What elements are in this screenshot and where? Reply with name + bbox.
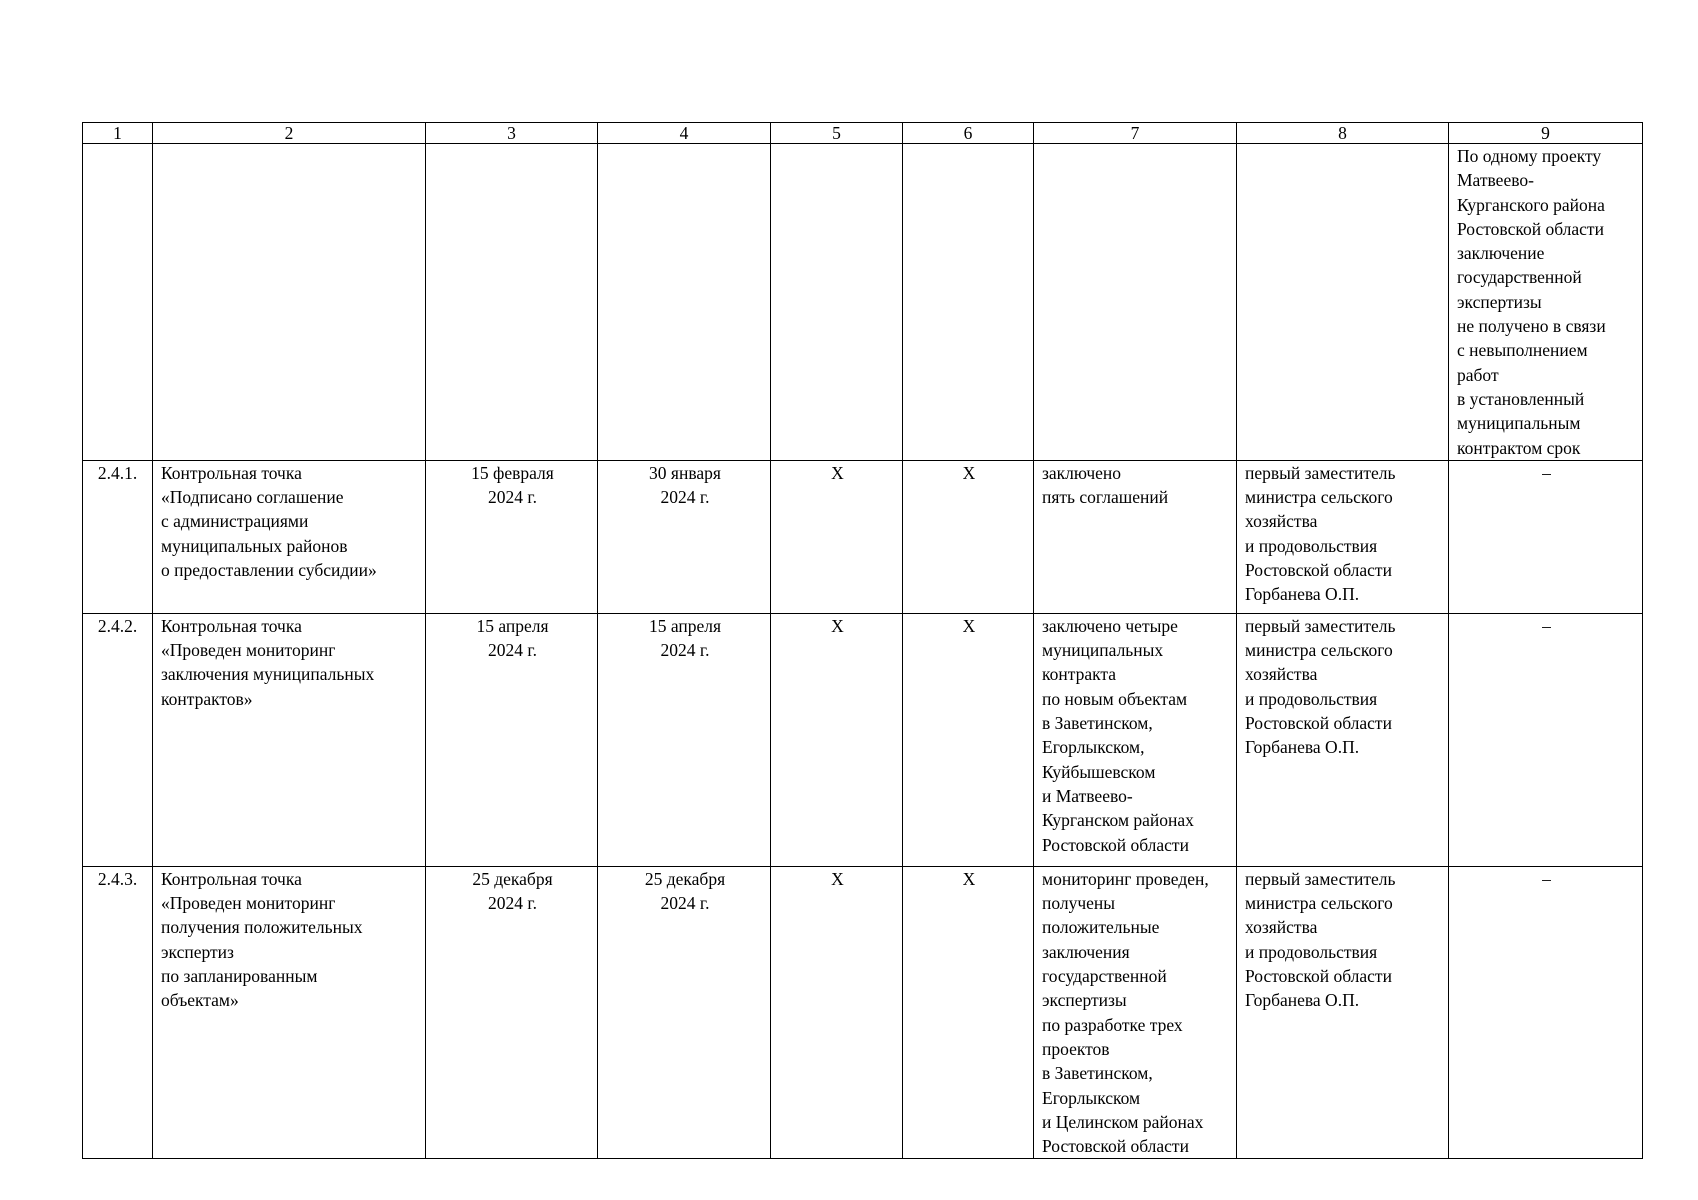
column-6-cell	[903, 144, 1034, 461]
column-header: 7	[1034, 123, 1237, 144]
responsible-cell: первый заместитель министра сельского хозяйства и продовольствия Ростовской области Горбанева О.П.	[1237, 613, 1449, 866]
document-page	[82, 122, 1642, 1159]
planned-date-cell: 25 декабря 2024 г.	[426, 866, 598, 1159]
actual-date-cell: 25 декабря 2024 г.	[598, 866, 771, 1159]
column-header: 5	[771, 123, 903, 144]
column-number-row	[83, 123, 1643, 144]
planned-date-cell	[426, 144, 598, 461]
actual-date-cell: 15 апреля 2024 г.	[598, 613, 771, 866]
table-row	[83, 144, 1643, 461]
result-cell: мониторинг проведен, получены положительные заключения государственной экспертизы по разработке трех проектов в Заветинском, Егорлыкском и Целинском районах Ростовской области	[1034, 866, 1237, 1159]
column-5-cell: Х	[771, 460, 903, 613]
note-cell: –	[1449, 613, 1643, 866]
control-points-table	[82, 122, 1643, 1159]
column-6-cell: Х	[903, 460, 1034, 613]
planned-date-cell: 15 апреля 2024 г.	[426, 613, 598, 866]
column-header: 1	[83, 123, 153, 144]
actual-date-cell: 30 января 2024 г.	[598, 460, 771, 613]
row-number-cell: 2.4.1.	[83, 460, 153, 613]
column-header: 3	[426, 123, 598, 144]
column-header: 4	[598, 123, 771, 144]
name-cell	[153, 144, 426, 461]
name-cell: Контрольная точка «Подписано соглашение с администрациями муниципальных районов о предоставлении субсидии»	[153, 460, 426, 613]
table-row	[83, 460, 1643, 613]
planned-date-cell: 15 февраля 2024 г.	[426, 460, 598, 613]
responsible-cell	[1237, 144, 1449, 461]
column-5-cell: Х	[771, 866, 903, 1159]
column-5-cell: Х	[771, 613, 903, 866]
note-cell: –	[1449, 866, 1643, 1159]
row-number-cell: 2.4.3.	[83, 866, 153, 1159]
note-cell: –	[1449, 460, 1643, 613]
result-cell: заключено четыре муниципальных контракта по новым объектам в Заветинском, Егорлыкском, Куйбышевском и Матвеево- Курганском районах Ростовской области	[1034, 613, 1237, 866]
note-cell: По одному проекту Матвеево- Курганского района Ростовской области заключение государственной экспертизы не получено в связи с невыполнением работ в установленный муниципальным контрактом срок	[1449, 144, 1643, 461]
row-number-cell	[83, 144, 153, 461]
column-header: 6	[903, 123, 1034, 144]
name-cell: Контрольная точка «Проведен мониторинг заключения муниципальных контрактов»	[153, 613, 426, 866]
name-cell: Контрольная точка «Проведен мониторинг получения положительных экспертиз по запланированным объектам»	[153, 866, 426, 1159]
result-cell: заключено пять соглашений	[1034, 460, 1237, 613]
column-5-cell	[771, 144, 903, 461]
responsible-cell: первый заместитель министра сельского хозяйства и продовольствия Ростовской области Горбанева О.П.	[1237, 460, 1449, 613]
result-cell	[1034, 144, 1237, 461]
responsible-cell: первый заместитель министра сельского хозяйства и продовольствия Ростовской области Горбанева О.П.	[1237, 866, 1449, 1159]
column-6-cell: Х	[903, 866, 1034, 1159]
actual-date-cell	[598, 144, 771, 461]
column-header: 9	[1449, 123, 1643, 144]
table-row	[83, 613, 1643, 866]
row-number-cell: 2.4.2.	[83, 613, 153, 866]
table-row	[83, 866, 1643, 1159]
column-6-cell: Х	[903, 613, 1034, 866]
column-header: 8	[1237, 123, 1449, 144]
column-header: 2	[153, 123, 426, 144]
